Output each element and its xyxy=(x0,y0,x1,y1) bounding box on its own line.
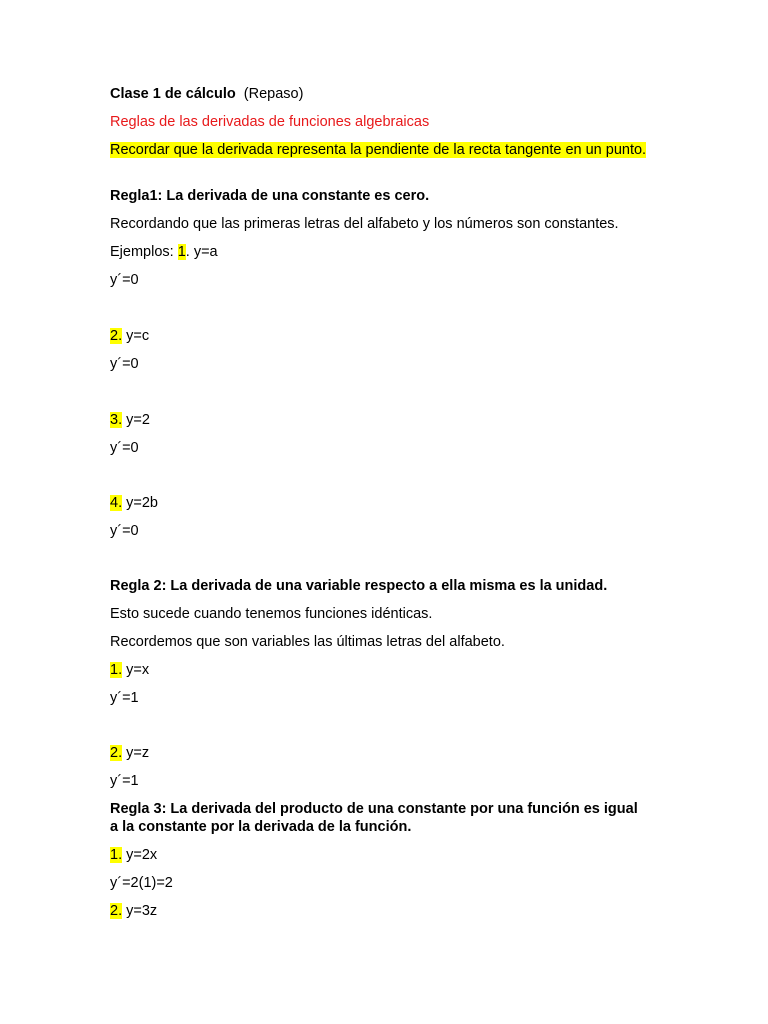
example-derivative: y´=1 xyxy=(110,690,139,706)
rule3-example-2 xyxy=(110,902,650,920)
example-derivative: y´=0 xyxy=(110,272,139,288)
example-derivative: y´=0 xyxy=(110,523,139,539)
subtitle: Reglas de las derivadas de funciones algebraicas xyxy=(110,114,430,130)
rule1-example-2 xyxy=(110,327,650,345)
example-function: y=z xyxy=(126,745,150,761)
rule1-example-3 xyxy=(110,411,650,429)
example-number: 1. xyxy=(110,662,123,678)
example-separator: . xyxy=(185,244,194,260)
rule1-example-4 xyxy=(110,494,650,512)
example-number: 2. xyxy=(110,328,123,344)
reminder-highlight: Recordar que la derivada representa la pendiente de la recta tangente en un punto. xyxy=(110,142,647,158)
example-number: 2. xyxy=(110,745,123,761)
rule1-heading: Regla1: La derivada de una constante es cero. xyxy=(110,188,430,204)
example-function: y=x xyxy=(126,662,150,678)
rule1-example-1 xyxy=(110,243,650,261)
rule3-heading: Regla 3: La derivada del producto de una constante por una función es igual a la constante por la derivada de la función. xyxy=(110,801,638,835)
rule2-note-2: Recordemos que son variables las últimas letras del alfabeto. xyxy=(110,634,505,650)
example-derivative: y´=0 xyxy=(110,440,139,456)
example-function: y=2 xyxy=(126,412,150,428)
example-number: 3. xyxy=(110,412,123,428)
example-function: y=2x xyxy=(126,847,158,863)
example-function: y=3z xyxy=(126,903,158,919)
example-function: y=c xyxy=(126,328,150,344)
reminder-text xyxy=(110,141,650,159)
example-derivative: y´=2(1)=2 xyxy=(110,875,173,891)
title-suffix: (Repaso) xyxy=(243,86,304,102)
example-number: 1. xyxy=(110,847,123,863)
rule2-example-1 xyxy=(110,661,650,679)
example-number: 4. xyxy=(110,495,123,511)
example-derivative: y´=0 xyxy=(110,356,139,372)
example-derivative: y´=1 xyxy=(110,773,139,789)
rule3-example-1 xyxy=(110,846,650,864)
rule2-example-2 xyxy=(110,744,650,762)
examples-prefix: Ejemplos: xyxy=(110,244,178,260)
example-number: 1 xyxy=(177,244,186,260)
example-function: y=a xyxy=(193,244,218,260)
rule2-note-1: Esto sucede cuando tenemos funciones idénticas. xyxy=(110,606,433,622)
example-number: 2. xyxy=(110,903,123,919)
title-bold: Clase 1 de cálculo xyxy=(110,86,236,102)
example-function: y=2b xyxy=(126,495,158,511)
rule1-note: Recordando que las primeras letras del alfabeto y los números son constantes. xyxy=(110,216,619,232)
page-title xyxy=(110,85,650,103)
rule2-heading: Regla 2: La derivada de una variable respecto a ella misma es la unidad. xyxy=(110,578,608,594)
